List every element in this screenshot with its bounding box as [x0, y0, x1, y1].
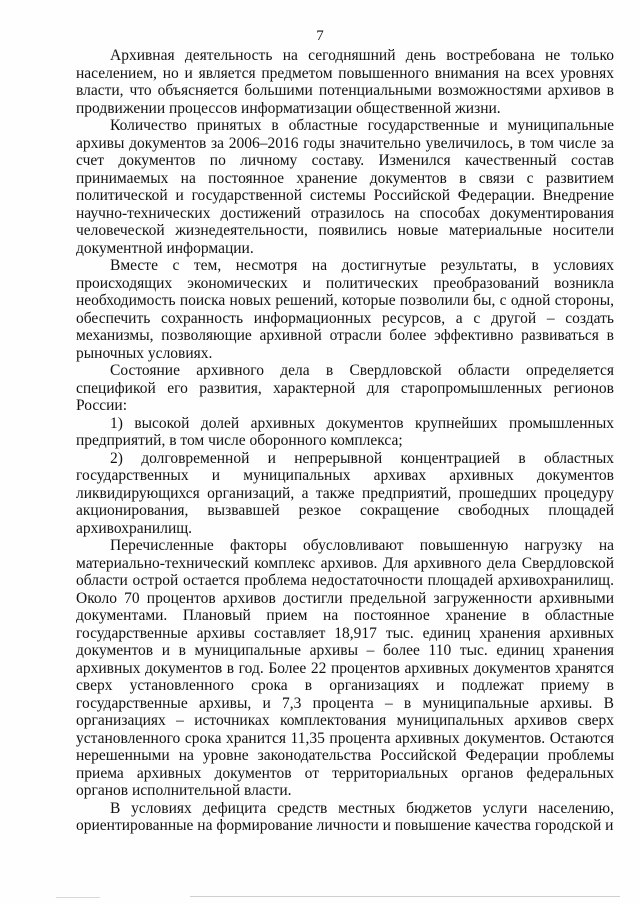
- body-text: [76, 47, 614, 835]
- paragraph-3: Вместе с тем, несмотря на достигнутые результаты, в условиях происходящих экономических и политических преобразований возникла необходимость поиска новых решений, которые позволили бы, с одной стороны, обеспечить сохранность информационных ресурсов, а с другой – создать механизмы, позволяющие архивной отрасли более эффективно развиваться в рыночных условиях.: [76, 257, 614, 362]
- list-item-1: 1) высокой долей архивных документов крупнейших промышленных предприятий, в том числе оборонного комплекса;: [76, 414, 614, 449]
- paragraph-2: Количество принятых в областные государственные и муниципальные архивы документов за 2006–2016 годы значительно увеличилось, в том числе за счет документов по личному составу. Изменился качественный состав принимаемых на постоянное хранение документов в связи с развитием политической и государственной системы Российской Федерации. Внедрение научно-технических достижений отразилось на способах документирования человеческой жизнедеятельности, появились новые материальные носители документной информации.: [76, 117, 614, 257]
- paragraph-6: В условиях дефицита средств местных бюджетов услуги населению, ориентированные на формирование личности и повышение качества городской и: [76, 799, 614, 834]
- page-number: 7: [316, 28, 324, 44]
- list-item-2: 2) долговременной и непрерывной концентрацией в областных государственных и муниципальных архивах архивных документов ликвидирующихся организаций, а также предприятий, прошедших процедуру акционирования, вызвавшей резкое сокращение свободных площадей архивохранилищ.: [76, 449, 614, 537]
- scan-edge-line-left: [56, 897, 100, 898]
- paragraph-5: Перечисленные факторы обусловливают повышенную нагрузку на материально-технический комплекс архивов. Для архивного дела Свердловской области острой остается проблема недостаточности площадей архивохранилищ. Около 70 процентов архивов достигли предельной загруженности архивными документами. Плановый прием на постоянное хранение в областные государственные архивы составляет 18,917 тыс. единиц хранения архивных документов и в муниципальные архивы – более 110 тыс. единиц хранения архивных документов в год. Более 22 процентов архивных документов хранятся сверх установленного срока в организациях и подлежат приему в государственные архивы, и 7,3 процента – в муниципальные архивы. В организациях – источниках комплектования муниципальных архивов сверх установленного срока хранится 11,35 процента архивных документов. Остаются нерешенными на уровне законодательства Российской Федерации проблемы приема архивных документов от территориальных органов федеральных органов исполнительной власти.: [76, 537, 614, 799]
- scan-edge-line: [190, 896, 620, 897]
- paragraph-4: Состояние архивного дела в Свердловской области определяется спецификой его развития, характерной для старопромышленных регионов России:: [76, 362, 614, 414]
- paragraph-1: Архивная деятельность на сегодняшний день востребована не только населением, но и является предметом повышенного внимания на всех уровнях власти, что объясняется большими потенциальными возможностями архивов в продвижении процессов информатизации общественной жизни.: [76, 47, 614, 117]
